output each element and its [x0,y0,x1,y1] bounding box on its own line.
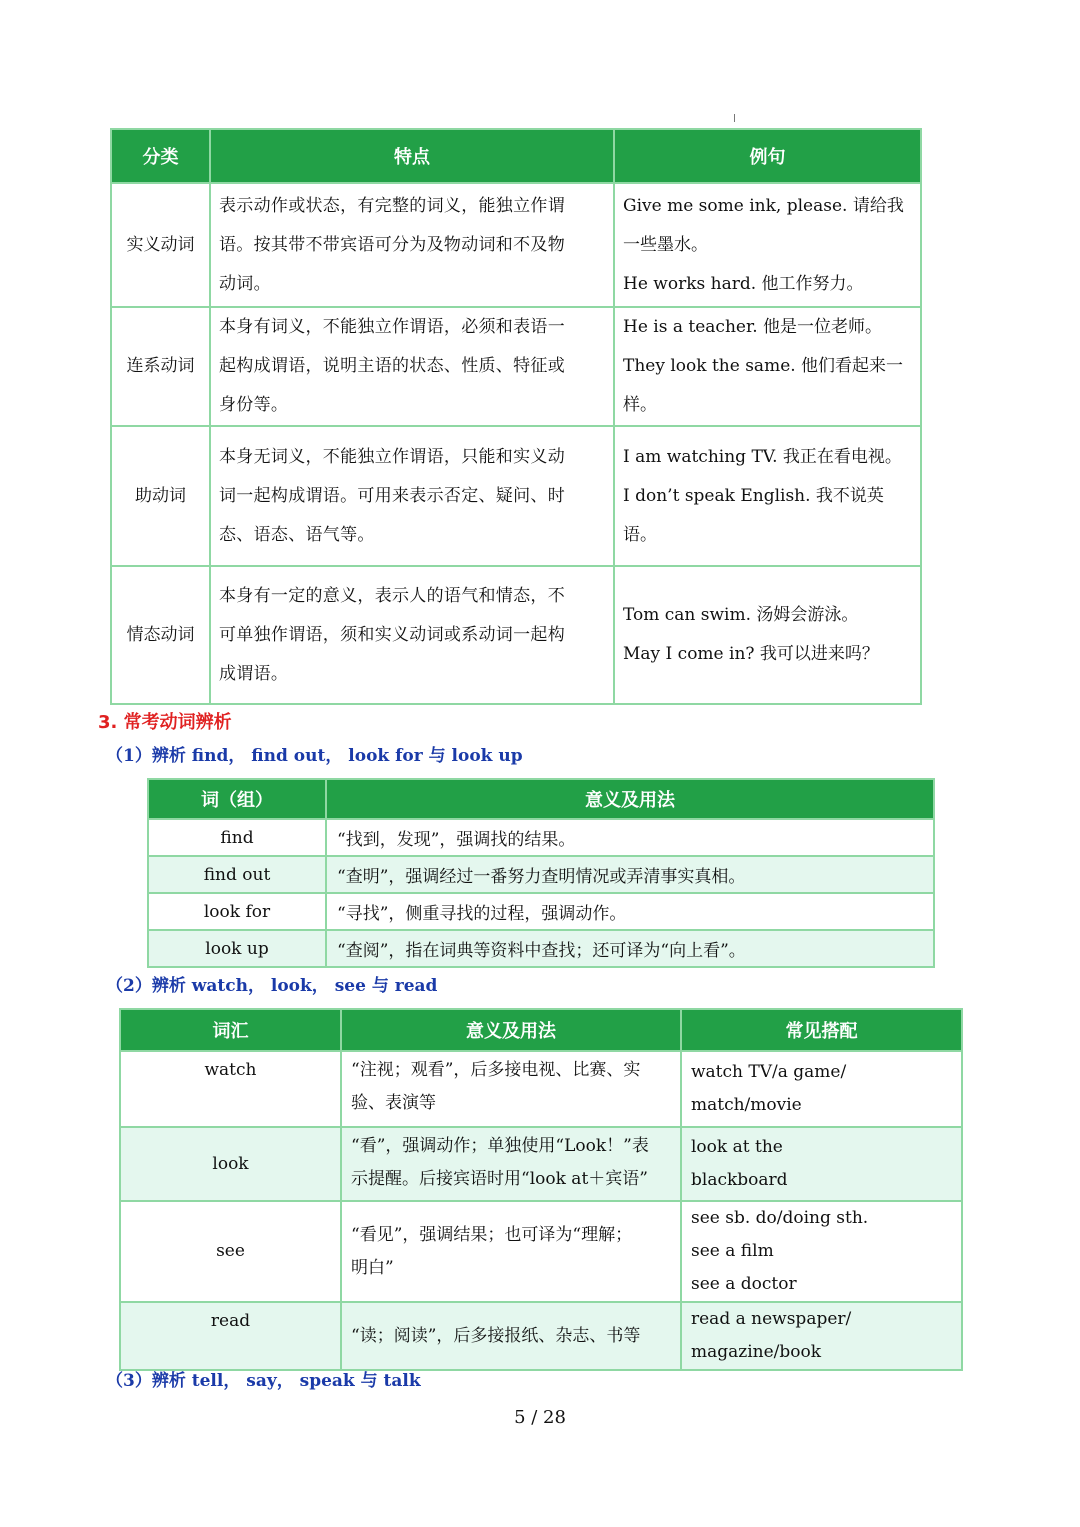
header-meaning: 意义及用法 [326,779,934,819]
collocation-cell [681,1127,962,1201]
page-tick-mark [734,114,735,122]
collocation-line: magazine/book [691,1342,822,1362]
example-line: 样。 [623,395,657,415]
collocation-line: look at the [691,1137,783,1157]
collocation-line: see a doctor [691,1274,797,1294]
example-line: Tom can swim. 汤姆会游泳。 [623,605,859,625]
watch-compare-table [119,1008,963,1371]
header-category: 分类 [111,129,210,183]
feature-line: 语。按其带不带宾语可分为及物动词和不及物 [219,234,565,255]
collocation-line: match/movie [691,1095,802,1115]
example-cell [614,183,921,307]
collocation-line: see sb. do/doing sth. [691,1208,869,1228]
meaning-line: 示提醒。后接宾语时用“look at＋宾语” [351,1169,648,1189]
meaning-line: 验、表演等 [351,1093,436,1113]
meaning-cell: “找到，发现”，强调找的结果。 [326,819,934,856]
table-row [148,856,934,893]
feature-line: 成谓语。 [219,663,289,684]
example-line: 一些墨水。 [623,234,708,255]
meaning-cell: “查阅”，指在词典等资料中查找；还可译为“向上看”。 [326,930,934,967]
page-number: 5 / 28 [514,1407,566,1428]
meaning-cell [341,1201,681,1302]
collocation-line: read a newspaper/ [691,1309,852,1329]
word-cell: look [120,1127,341,1201]
feature-line: 可单独作谓语，须和实义动词或系动词一起构 [219,624,565,645]
category-cell: 情态动词 [111,566,210,704]
header-feature: 特点 [210,129,614,183]
meaning-cell [341,1302,681,1370]
section-title: 3. 常考动词辨析 [98,712,232,733]
word-cell: see [120,1201,341,1302]
header-word: 词（组） [148,779,326,819]
feature-line: 本身有一定的意义，表示人的语气和情态，不 [219,585,565,606]
example-line: They look the same. 他们看起来一 [623,356,904,376]
feature-line: 本身无词义，不能独立作谓语，只能和实义动 [219,446,565,467]
header-meaning: 意义及用法 [341,1009,681,1051]
meaning-cell: “查明”，强调经过一番努力查明情况或弄清事实真相。 [326,856,934,893]
word-cell: look up [148,930,326,967]
collocation-line: see a film [691,1241,774,1261]
word-cell: read [120,1302,341,1370]
header-word: 词汇 [120,1009,341,1051]
collocation-cell [681,1201,962,1302]
table-row [120,1302,962,1370]
meaning-line: “读；阅读”，后多接报纸、杂志、书等 [351,1325,641,1346]
header-collocation: 常见搭配 [681,1009,962,1051]
feature-line: 态、语态、语气等。 [219,524,375,545]
subsection-title-find: （1）辨析 find， find out， look for 与 look up [106,746,523,766]
feature-cell [210,183,614,307]
feature-line: 本身有词义，不能独立作谓语，必须和表语一 [219,317,565,337]
example-cell [614,426,921,566]
word-cell: find [148,819,326,856]
collocation-line: watch TV/a game/ [691,1062,847,1082]
category-cell: 助动词 [111,426,210,566]
category-cell: 实义动词 [111,183,210,307]
example-line: I am watching TV. 我正在看电视。 [623,446,902,467]
table-row [120,1051,962,1127]
meaning-line: “看”，强调动作；单独使用“Look！”表 [351,1136,649,1156]
meaning-cell: “寻找”，侧重寻找的过程，强调动作。 [326,893,934,930]
example-line: He is a teacher. 他是一位老师。 [623,317,883,337]
feature-line: 起构成谓语，说明主语的状态、性质、特征或 [219,356,565,376]
feature-line: 身份等。 [219,395,289,415]
subsection-title-tell: （3）辨析 tell， say， speak 与 talk [106,1371,421,1391]
example-line: Give me some ink, please. 请给我 [623,195,904,216]
header-example: 例句 [614,129,921,183]
meaning-line: “看见”，强调结果；也可译为“理解； [351,1224,633,1245]
collocation-cell [681,1302,962,1370]
meaning-cell [341,1127,681,1201]
word-cell: watch [120,1051,341,1127]
find-compare-table [147,778,935,968]
feature-cell [210,307,614,426]
example-line: He works hard. 他工作努力。 [623,273,864,294]
table-row [120,1201,962,1302]
table-row [148,819,934,856]
table-row [111,183,921,307]
meaning-cell [341,1051,681,1127]
collocation-cell [681,1051,962,1127]
subsection-title-watch: （2）辨析 watch， look， see 与 read [106,976,438,996]
example-cell [614,307,921,426]
category-cell: 连系动词 [111,307,210,426]
table-row [111,307,921,426]
table-row [148,893,934,930]
feature-line: 动词。 [219,273,271,294]
table-row [120,1127,962,1201]
example-cell [614,566,921,704]
meaning-line: 明白” [351,1257,394,1278]
word-cell: find out [148,856,326,893]
table-row [111,566,921,704]
word-cell: look for [148,893,326,930]
collocation-line: blackboard [691,1170,788,1190]
table-row [148,930,934,967]
example-line: May I come in? 我可以进来吗？ [623,644,879,664]
verb-category-table [110,128,922,705]
feature-line: 表示动作或状态，有完整的词义，能独立作谓 [219,195,565,216]
feature-cell [210,566,614,704]
table-row [111,426,921,566]
meaning-line: “注视；观看”，后多接电视、比赛、实 [351,1060,641,1080]
feature-cell [210,426,614,566]
feature-line: 词一起构成谓语。可用来表示否定、疑问、时 [219,485,565,506]
example-line: I don’t speak English. 我不说英语。 [623,485,884,545]
